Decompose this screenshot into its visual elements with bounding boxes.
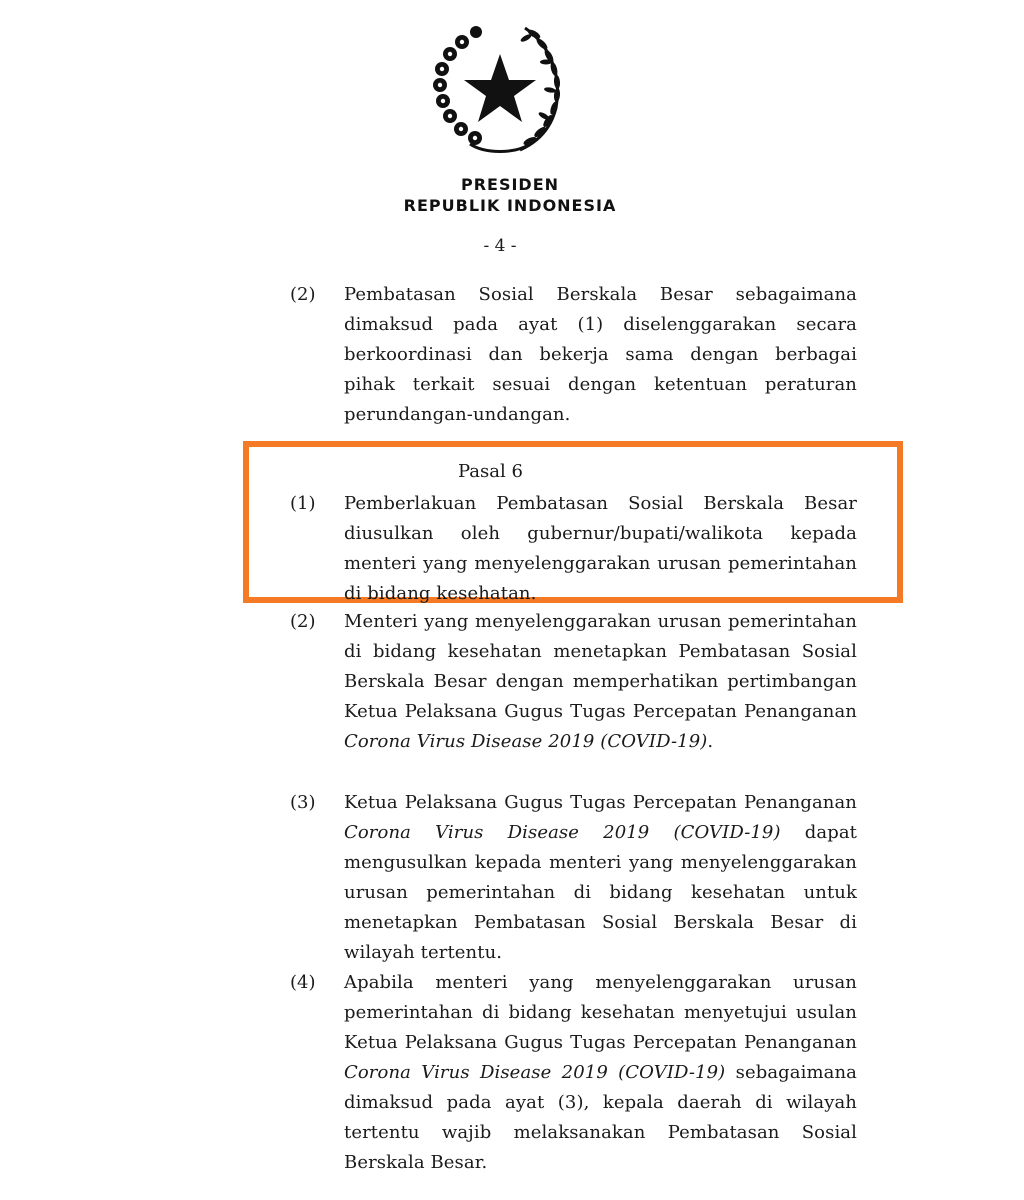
clause-text-part: dapat mengusulkan kepada menteri yang menyelenggarakan urusan pemerintahan di bidang kesehatan untuk menetapkan Pembatasan Sosial Berskala Besar di wilayah tertentu. <box>344 822 857 963</box>
clause-text <box>344 968 857 1178</box>
clause-text-part: . <box>707 731 714 752</box>
clause-text <box>344 607 857 757</box>
clause-text-part: Menteri yang menyelenggarakan urusan pemerintahan di bidang kesehatan menetapkan Pembatasan Sosial Berskala Besar dengan memperhatikan pertimbangan Ketua Pelaksana Gugus Tugas Percepatan Penanganan <box>344 611 857 722</box>
clause-text <box>344 788 857 968</box>
clause-number: (2) <box>290 284 316 305</box>
clause-text-part: Apabila menteri yang menyelenggarakan urusan pemerintahan di bidang kesehatan menyetujui usulan Ketua Pelaksana Gugus Tugas Percepatan Penanganan <box>344 972 857 1053</box>
clause-text-part: sebagaimana dimaksud pada ayat (3), kepala daerah di wilayah tertentu wajib melaksanakan Pembatasan Sosial Berskala Besar. <box>344 1062 857 1173</box>
clause-prev-2 <box>290 280 860 430</box>
pasal-title: Pasal 6 <box>458 461 523 482</box>
clause-text-italic: Corona Virus Disease 2019 (COVID-19) <box>344 1062 726 1083</box>
garuda-star-wreath-emblem-icon <box>430 20 570 160</box>
clause-number: (4) <box>290 972 316 993</box>
clause-6-1 <box>290 489 860 609</box>
clause-text: Pembatasan Sosial Berskala Besar sebagaimana dimaksud pada ayat (1) diselenggarakan secara berkoordinasi dan bekerja sama dengan berbagai pihak terkait sesuai dengan ketentuan peraturan perundangan-undangan. <box>344 284 857 425</box>
presiden-title: PRESIDEN <box>460 175 560 194</box>
clause-number: (3) <box>290 792 316 813</box>
clause-text-italic: Corona Virus Disease 2019 (COVID-19) <box>344 731 708 752</box>
clause-number: (1) <box>290 493 316 514</box>
clause-6-4 <box>290 968 860 1178</box>
page-number: - 4 - <box>483 236 517 256</box>
clause-6-2 <box>290 607 860 757</box>
clause-text-part: Ketua Pelaksana Gugus Tugas Percepatan Penanganan <box>344 792 857 813</box>
clause-6-3 <box>290 788 860 968</box>
republik-indonesia-title: REPUBLIK INDONESIA <box>403 196 617 215</box>
clause-number: (2) <box>290 611 316 632</box>
clause-text: Pemberlakuan Pembatasan Sosial Berskala Besar diusulkan oleh gubernur/bupati/walikota kepada menteri yang menyelenggarakan urusan pemerintahan di bidang kesehatan. <box>344 493 857 604</box>
clause-text-italic: Corona Virus Disease 2019 (COVID-19) <box>344 822 781 843</box>
